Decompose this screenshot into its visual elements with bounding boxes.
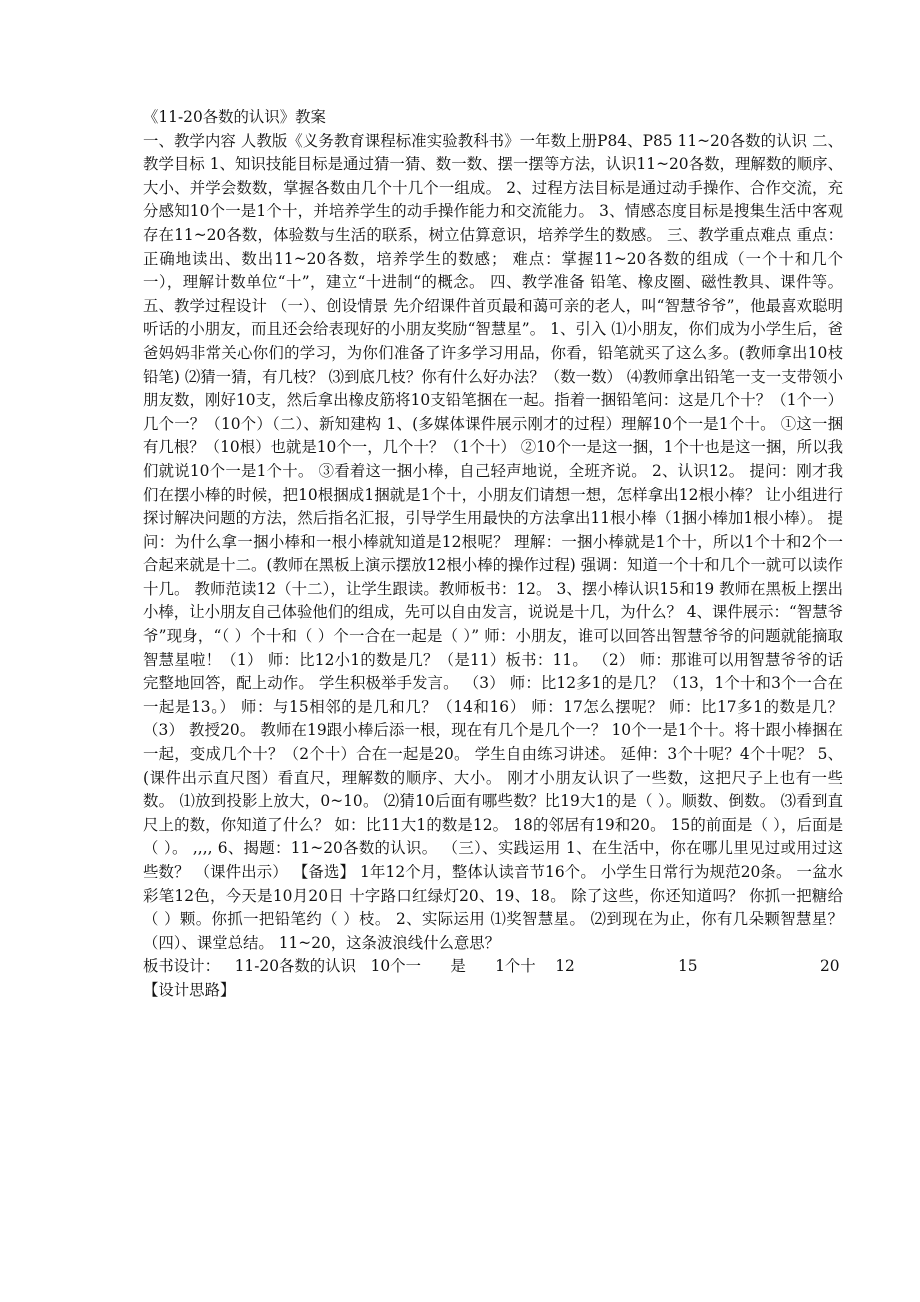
- board-design-number-15: 15: [678, 957, 698, 976]
- board-design-number-20: 20: [820, 957, 840, 976]
- document-body: 一、教学内容 人教版《义务教育课程标准实验教科书》一年数上册P84、P85 11~20各数的认识 二、教学目标 1、知识技能目标是通过猜一猜、数一数、摆一摆等方法，认识11~20各数，理解数的顺序、大小、并学会数数，掌握各数由几个十几个一组成。 2、过程方法目标是通过动手操作、合作交流，充分感知10个一是1个十，并培养学生的动手操作能力和交流能力。 3、情感态度目标是搜集生活中客观存在11~20各数，体验数与生活的联系，树立估算意识，培养学生的数感。 三、教学重点难点 重点：正确地读出、数出11~20各数，培养学生的数感； 难点：掌握11~20各数的组成（一个十和几个一），理解计数单位“十”，建立“十进制“的概念。 四、教学准备 铅笔、橡皮圈、磁性教具、课件等。 五、教学过程设计 （一）、创设情景 先介绍课件首页最和蔼可亲的老人，叫“智慧爷爷”，他最喜欢聪明听话的小朋友，而且还会给表现好的小朋友奖励“智慧星”。 1、引入 ⑴小朋友，你们成为小学生后，爸爸妈妈非常关心你们的学习，为你们准备了许多学习用品，你看，铅笔就买了这么多。(教师拿出10枝铅笔) ⑵猜一猜，有几枝？ ⑶到底几枝？你有什么好办法？（数一数） ⑷教师拿出铅笔一支一支带领小朋友数，刚好10支，然后拿出橡皮筋将10支铅笔捆在一起。指着一捆铅笔问：这是几个十？（1个一）几个一？（10个）（二）、新知建构 1、(多媒体课件展示刚才的过程）理解10个一是1个十。 ①这一捆有几根？（10根）也就是10个一，几个十？（1个十） ②10个一是这一捆，1个十也是这一捆，所以我们就说10个一是1个十。 ③看着这一捆小棒，自己轻声地说，全班齐说。 2、认识12。 提问：刚才我们在摆小棒的时候，把10根捆成1捆就是1个十，小朋友们请想一想，怎样拿出12根小棒？ 让小组进行探讨解决问题的方法，然后指名汇报，引导学生用最快的方法拿出11根小棒（1捆小棒加1根小棒）。 提问：为什么拿一捆小棒和一根小棒就知道是12根呢？ 理解：一捆小棒就是1个十，所以1个十和2个一合起来就是十二。(教师在黑板上演示摆放12根小棒的操作过程) 强调：知道一个十和几个一就可以读作十几。 教师范读12（十二），让学生跟读。教师板书：12。 3、摆小棒认识15和19 教师在黑板上摆出小棒，让小朋友自己体验他们的组成，先可以自由发言，说说是十几，为什么？ 4、课件展示：“智慧爷爷”现身，“（ ）个十和（ ）个一合在一起是（ ）” 师：小朋友，谁可以回答出智慧爷爷的问题就能摘取智慧星啦！（1） 师：比12小1的数是几？（是11）板书：11。 （2） 师：那谁可以用智慧爷爷的话完整地回答，配上动作。 学生积极举手发言。 （3） 师：比12多1的是几？（13，1个十和3个一合在一起是13。） 师：与15相邻的是几和几？（14和16） 师：17怎么摆呢？ 师：比17多1的数是几？ （3） 教授20。 教师在19跟小棒后添一根，现在有几个是几个一？ 10个一是1个十。将十跟小棒捆在一起，变成几个十？（2个十）合在一起是20。 学生自由练习讲述。 延伸：3个十呢？4个十呢？ 5、(课件出示直尺图）看直尺，理解数的顺序、大小。 刚才小朋友认识了一些数，这把尺子上也有一些数。 ⑴放到投影上放大，0~10。 ⑵猜10后面有哪些数？比19大1的是（ ）。顺数、倒数。 ⑶看到直尺上的数，你知道了什么？ 如：比11大1的数是12。 18的邻居有19和20。 15的前面是（ ），后面是（ ）。 ,,,, 6、揭题：11~20各数的认识。 （三）、实践运用 1、在生活中，你在哪儿里见过或用过这些数？ （课件出示） 【备选】 1年12个月，整体认读音节16个。 小学生日常行为规范20条。 一盆水彩笔12色，今天是10月20日 十字路口红绿灯20、19、18。 除了这些，你还知道吗？ 你抓一把糖给（ ）颗。你抓一把铅笔约（ ）枝。 2、实际运用 ⑴奖智慧星。 ⑵到现在为止，你有几朵颗智慧星？ （四）、课堂总结。 11~20，这条波浪线什么意思？: [143, 131, 843, 952]
- board-design-row: [143, 955, 843, 979]
- board-design-label: 板书设计：: [143, 957, 220, 976]
- document-content: [143, 106, 843, 1003]
- document-title: 《11-20各数的认识》教案: [143, 108, 326, 126]
- board-design-text: 11-20各数的认识 10个一 是 1个十 12: [219, 957, 575, 976]
- design-thinking-heading: 【设计思路】: [143, 980, 236, 999]
